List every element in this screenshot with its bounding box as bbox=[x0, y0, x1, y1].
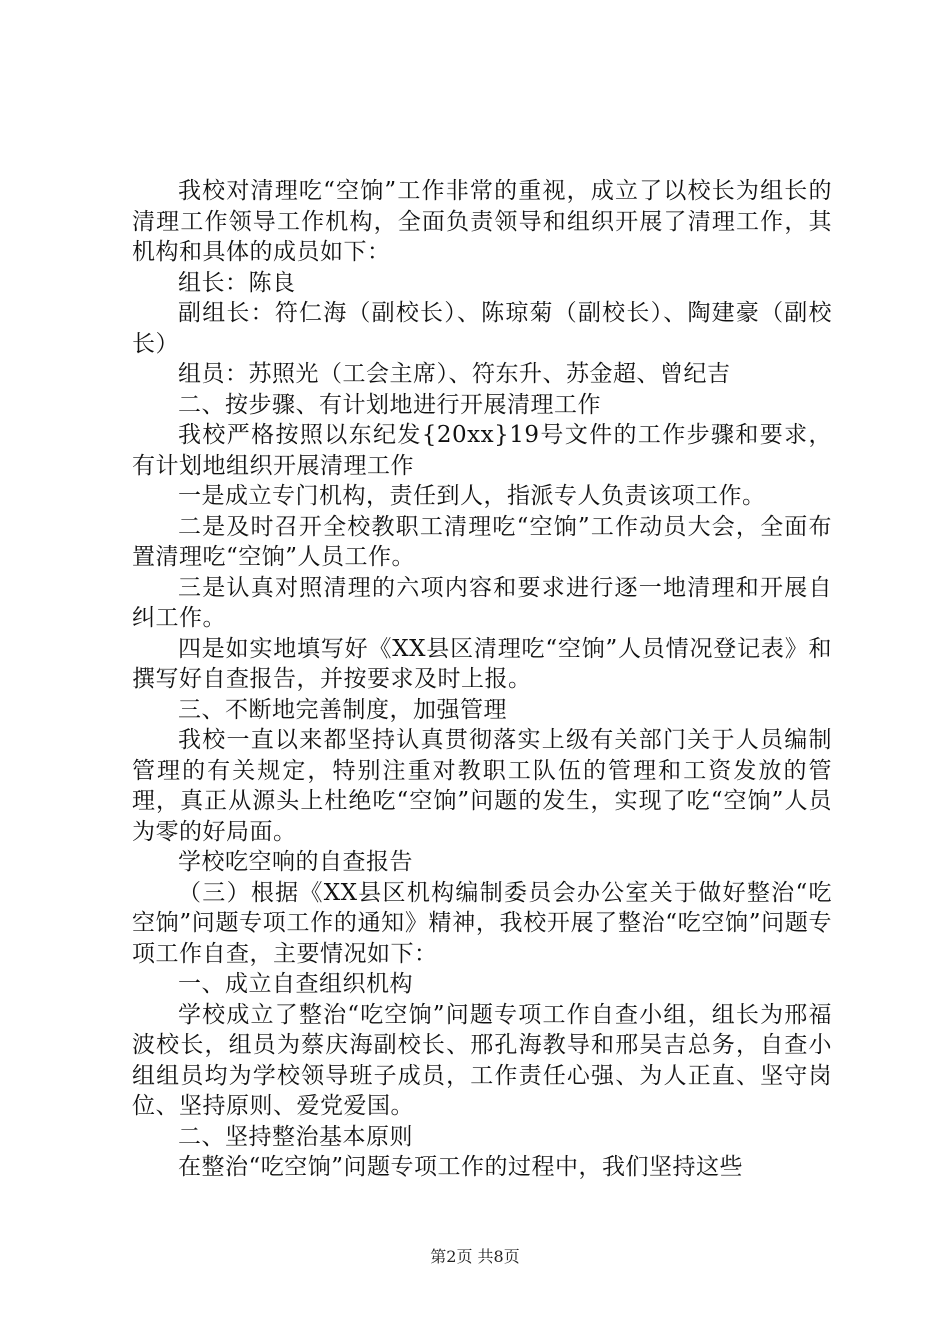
paragraph-steps-intro: 我校严格按照以东纪发{20xx}19号文件的工作步骤和要求，有计划地组织开展清理工作 bbox=[132, 422, 832, 479]
paragraph-step-4: 四是如实地填写好《XX县区清理吃“空饷”人员情况登记表》和撰写好自查报告，并按要求及时上报。 bbox=[132, 635, 832, 692]
page-number-footer: 第2页 共8页 bbox=[430, 1247, 520, 1266]
report-title: 学校吃空响的自查报告 bbox=[178, 849, 413, 875]
paragraph-intro: 我校对清理吃“空饷”工作非常的重视，成立了以校长为组长的清理工作领导工作机构，全面负责领导和组织开展了清理工作，其机构和具体的成员如下： bbox=[132, 178, 832, 265]
document-body bbox=[132, 176, 832, 1183]
paragraph-step-3: 三是认真对照清理的六项内容和要求进行逐一地清理和开展自纠工作。 bbox=[132, 574, 832, 631]
paragraph-step-1: 一是成立专门机构，责任到人，指派专人负责该项工作。 bbox=[178, 483, 766, 509]
section-heading-3: 三、不断地完善制度，加强管理 bbox=[178, 696, 507, 723]
paragraph-deputy-leaders: 副组长：符仁海（副校长）、陈琼菊（副校长）、陶建豪（副校长） bbox=[132, 300, 832, 357]
section-heading-2: 二、按步骤、有计划地进行开展清理工作 bbox=[178, 391, 601, 418]
paragraph-group-leader: 组长：陈良 bbox=[178, 269, 296, 296]
paragraph-step-2: 二是及时召开全校教职工清理吃“空饷”工作动员大会，全面布置清理吃“空饷”人员工作。 bbox=[132, 513, 832, 570]
paragraph-principles: 在整治“吃空饷”问题专项工作的过程中，我们坚持这些 bbox=[178, 1154, 744, 1180]
section-heading-report-1: 一、成立自查组织机构 bbox=[178, 971, 413, 997]
paragraph-members: 组员：苏照光（工会主席）、符东升、苏金超、曾纪吉 bbox=[178, 361, 731, 387]
paragraph-report-intro: （三）根据《XX县区机构编制委员会办公室关于做好整治“吃空饷”问题专项工作的通知》精神，我校开展了整治“吃空饷”问题专项工作自查，主要情况如下： bbox=[132, 879, 832, 967]
paragraph-self-check-group: 学校成立了整治“吃空饷”问题专项工作自查小组，组长为邢福波校长，组员为蔡庆海副校长、邢孔海教导和邢吴吉总务，自查小组组员均为学校领导班子成员，工作责任心强、为人正直、坚守岗位、坚持原则、爱党爱国。 bbox=[132, 1001, 832, 1119]
paragraph-management: 我校一直以来都坚持认真贯彻落实上级有关部门关于人员编制管理的有关规定，特别注重对教职工队伍的管理和工资发放的管理，真正从源头上杜绝吃“空饷”问题的发生，实现了吃“空饷”人员为零的好局面。 bbox=[132, 727, 832, 845]
section-heading-report-2: 二、坚持整治基本原则 bbox=[178, 1123, 413, 1150]
